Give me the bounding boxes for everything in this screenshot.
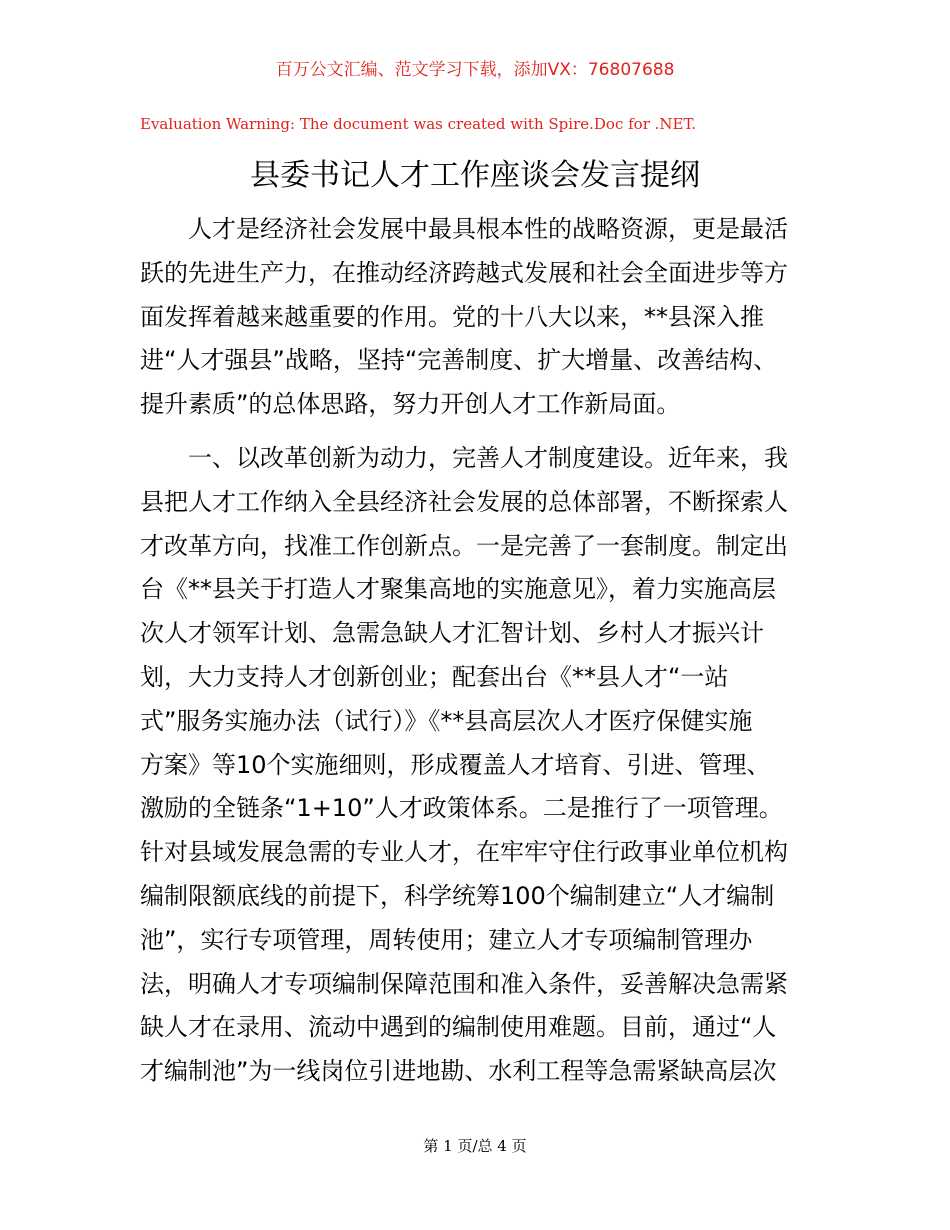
page-number-footer: 第 1 页/总 4 页	[423, 1137, 527, 1155]
paragraph-line: 县把人才工作纳入全县经济社会发展的总体部署，不断探索人	[140, 487, 788, 516]
paragraph-line: 才编制池”为一线岗位引进地勘、水利工程等急需紧缺高层次	[140, 1057, 777, 1086]
paragraph-line: 法，明确人才专项编制保障范围和准入条件，妥善解决急需紧	[140, 969, 788, 998]
paragraph-line: 方案》等10个实施细则，形成覆盖人才培育、引进、管理、	[140, 750, 771, 779]
paragraph-line: 人才是经济社会发展中最具根本性的战略资源，更是最活	[188, 215, 788, 243]
paragraph-line: 划，大力支持人才创新创业；配套出台《**县人才“一站	[140, 662, 729, 691]
paragraph-line: 才改革方向，找准工作创新点。一是完善了一套制度。制定出	[140, 531, 788, 560]
paragraph-line: 针对县域发展急需的专业人才，在牢牢守住行政事业单位机构	[140, 838, 788, 867]
paragraph-line: 编制限额底线的前提下，科学统筹100个编制建立“人才编制	[140, 881, 775, 910]
paragraph-line: 次人才领军计划、急需急缺人才汇智计划、乡村人才振兴计	[140, 619, 764, 648]
intro-paragraph	[140, 208, 815, 427]
document-title: 县委书记人才工作座谈会发言提纲	[250, 158, 700, 193]
paragraph-line: 提升素质”的总体思路，努力开创人才工作新局面。	[140, 390, 681, 419]
evaluation-warning: Evaluation Warning: The document was created with Spire.Doc for .NET.	[140, 115, 697, 133]
paragraph-line: 激励的全链条“1+10”人才政策体系。二是推行了一项管理。	[140, 794, 783, 823]
paragraph-line: 一、以改革创新为动力，完善人才制度建设。近年来，我	[188, 444, 788, 472]
paragraph-line: 面发挥着越来越重要的作用。党的十八大以来，**县深入推	[140, 302, 764, 331]
section-one-paragraph	[140, 437, 815, 1094]
paragraph-line: 式”服务实施办法（试行）》《**县高层次人才医疗保健实施	[140, 706, 753, 735]
paragraph-line: 进“人才强县”战略，坚持“完善制度、扩大增量、改善结构、	[140, 346, 778, 375]
header-ad-banner: 百万公文汇编、范文学习下载，添加VX：76807688	[275, 60, 675, 80]
paragraph-line: 缺人才在录用、流动中遇到的编制使用难题。目前，通过“人	[140, 1013, 777, 1042]
paragraph-line: 池”，实行专项管理，周转使用；建立人才专项编制管理办	[140, 925, 753, 954]
paragraph-line: 跃的先进生产力，在推动经济跨越式发展和社会全面进步等方	[140, 258, 788, 287]
paragraph-line: 台《**县关于打造人才聚集高地的实施意见》，着力实施高层	[140, 575, 776, 604]
